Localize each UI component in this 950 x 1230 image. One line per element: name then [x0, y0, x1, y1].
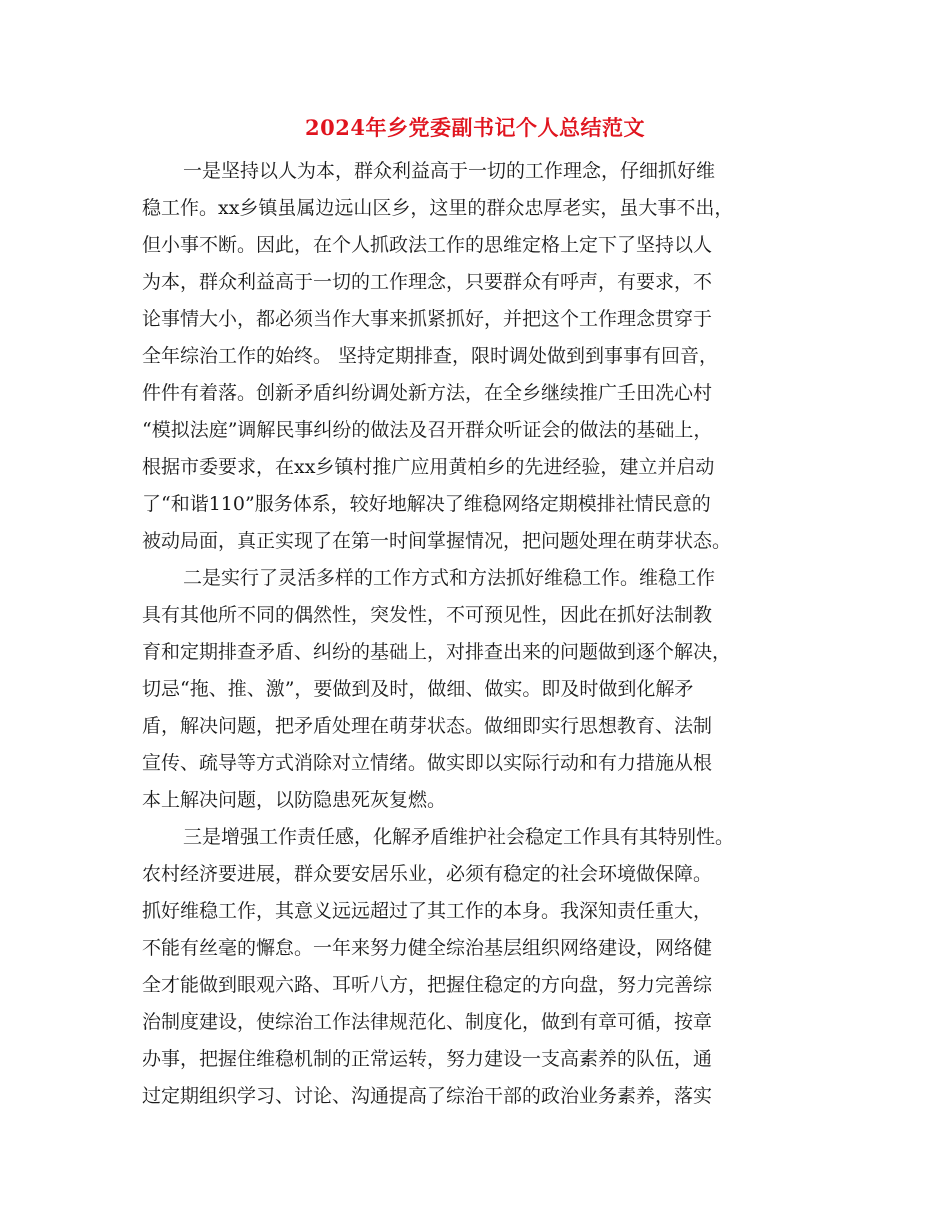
paragraph-line: 不能有丝毫的懈怠。一年来努力健全综治基层组织网络建设，网络健 [142, 937, 713, 959]
paragraph-line: 本上解决问题，以防隐患死灰复燃。 [142, 789, 447, 811]
paragraph-line: 治制度建设，使综治工作法律规范化、制度化，做到有章可循，按章 [142, 1011, 713, 1033]
paragraph-line: 全才能做到眼观六路、耳听八方，把握住稳定的方向盘，努力完善综 [142, 974, 713, 996]
paragraph-line: 育和定期排查矛盾、纠纷的基础上，对排查出来的问题做到逐个解决， [142, 641, 732, 663]
paragraph-line: 件件有着落。创新矛盾纠纷调处新方法，在全乡继续推广壬田冼心村 [142, 382, 713, 404]
paragraph-line: 全年综治工作的始终。 坚持定期排查，限时调处做到到事事有回音， [142, 345, 719, 367]
paragraph-line: 一是坚持以人为本，群众利益高于一切的工作理念，仔细抓好维 [183, 160, 716, 182]
paragraph-line: 为本，群众利益高于一切的工作理念，只要群众有呼声，有要求，不 [142, 271, 713, 293]
paragraph-line: “模拟法庭”调解民事纠纷的做法及召开群众听证会的做法的基础上， [142, 419, 713, 441]
paragraph-line: 但小事不断。因此，在个人抓政法工作的思维定格上定下了坚持以人 [142, 234, 713, 256]
paragraph-line: 抓好维稳工作，其意义远远超过了其工作的本身。我深知责任重大， [142, 900, 713, 922]
paragraph-line: 过定期组织学习、讨论、沟通提高了综治干部的政治业务素养，落实 [142, 1085, 713, 1107]
paragraph-line: 具有其他所不同的偶然性，突发性，不可预见性，因此在抓好法制教 [142, 604, 713, 626]
paragraph-line: 切忌“拖、推、激”，要做到及时，做细、做实。即及时做到化解矛 [142, 678, 694, 700]
paragraph-line: 三是增强工作责任感，化解矛盾维护社会稳定工作具有其特别性。 [183, 826, 735, 848]
paragraph-line: 办事，把握住维稳机制的正常运转，努力建设一支高素养的队伍，通 [142, 1048, 713, 1070]
paragraph-line: 农村经济要进展，群众要安居乐业，必须有稳定的社会环境做保障。 [142, 863, 713, 885]
document-title: 2024年乡党委副书记个人总结范文 [305, 115, 645, 140]
paragraph-line: 稳工作。xx乡镇虽属边远山区乡，这里的群众忠厚老实，虽大事不出， [142, 197, 734, 219]
paragraph-line: 二是实行了灵活多样的工作方式和方法抓好维稳工作。维稳工作 [183, 567, 716, 589]
paragraph-line: 盾，解决问题，把矛盾处理在萌芽状态。做细即实行思想教育、法制 [142, 715, 713, 737]
paragraph-line: 被动局面，真正实现了在第一时间掌握情况，把问题处理在萌芽状态。 [142, 530, 732, 552]
paragraph-line: 了“和谐110”服务体系，较好地解决了维稳网络定期模排社情民意的 [142, 493, 711, 515]
document-body [142, 153, 812, 1115]
paragraph-line: 宣传、疏导等方式消除对立情绪。做实即以实际行动和有力措施从根 [142, 752, 713, 774]
paragraph-line: 论事情大小，都必须当作大事来抓紧抓好，并把这个工作理念贯穿于 [142, 308, 713, 330]
paragraph-line: 根据市委要求，在xx乡镇村推广应用黄柏乡的先进经验，建立并启动 [142, 456, 715, 478]
